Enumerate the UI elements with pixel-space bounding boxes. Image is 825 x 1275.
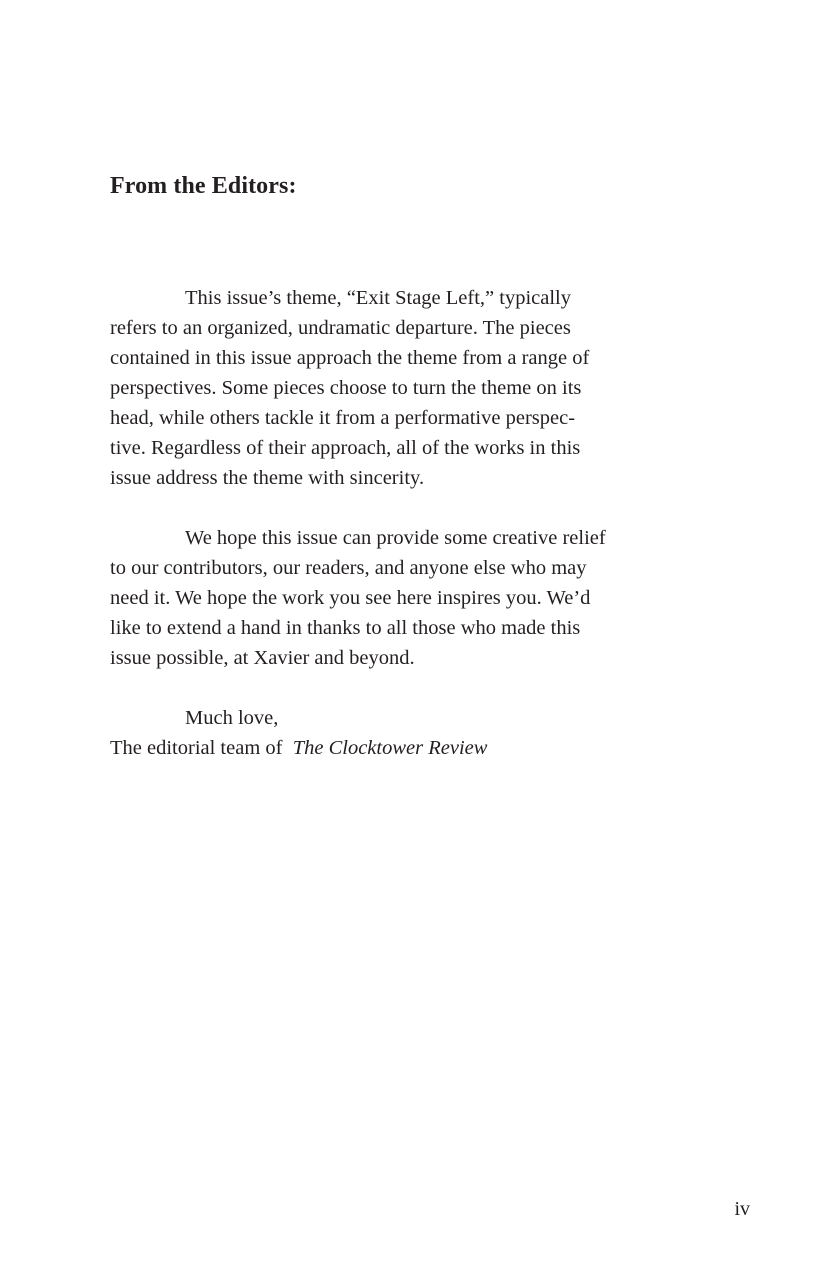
publication-title: The Clocktower Review — [292, 737, 488, 759]
signature-prefix: The editorial team of — [110, 737, 283, 759]
paragraph-line: perspectives. Some pieces choose to turn the theme on its — [110, 377, 582, 399]
paragraph-line: refers to an organized, undramatic departure. The pieces — [110, 317, 571, 339]
paragraph-line: to our contributors, our readers, and anyone else who may — [110, 557, 587, 579]
closing-block — [110, 703, 690, 763]
paragraph-line: tive. Regardless of their approach, all of the works in this — [110, 437, 581, 459]
paragraph-line: issue address the theme with sincerity. — [110, 467, 425, 489]
paragraph-line: We hope this issue can provide some creative relief — [185, 527, 606, 549]
paragraph-line: This issue’s theme, “Exit Stage Left,” typically — [185, 287, 571, 309]
page-number: iv — [734, 1198, 750, 1220]
page-title: From the Editors: — [110, 173, 297, 199]
paragraph-line: issue possible, at Xavier and beyond. — [110, 647, 415, 669]
paragraph-intro — [110, 283, 690, 493]
paragraph-line: need it. We hope the work you see here inspires you. We’d — [110, 587, 591, 609]
paragraph-line: head, while others tackle it from a performative perspec- — [110, 407, 576, 429]
paragraph-line: like to extend a hand in thanks to all those who made this — [110, 617, 581, 639]
paragraph-thanks — [110, 523, 690, 673]
closing-signature — [110, 733, 690, 763]
paragraph-line: contained in this issue approach the theme from a range of — [110, 347, 590, 369]
closing-salutation: Much love, — [185, 707, 279, 729]
